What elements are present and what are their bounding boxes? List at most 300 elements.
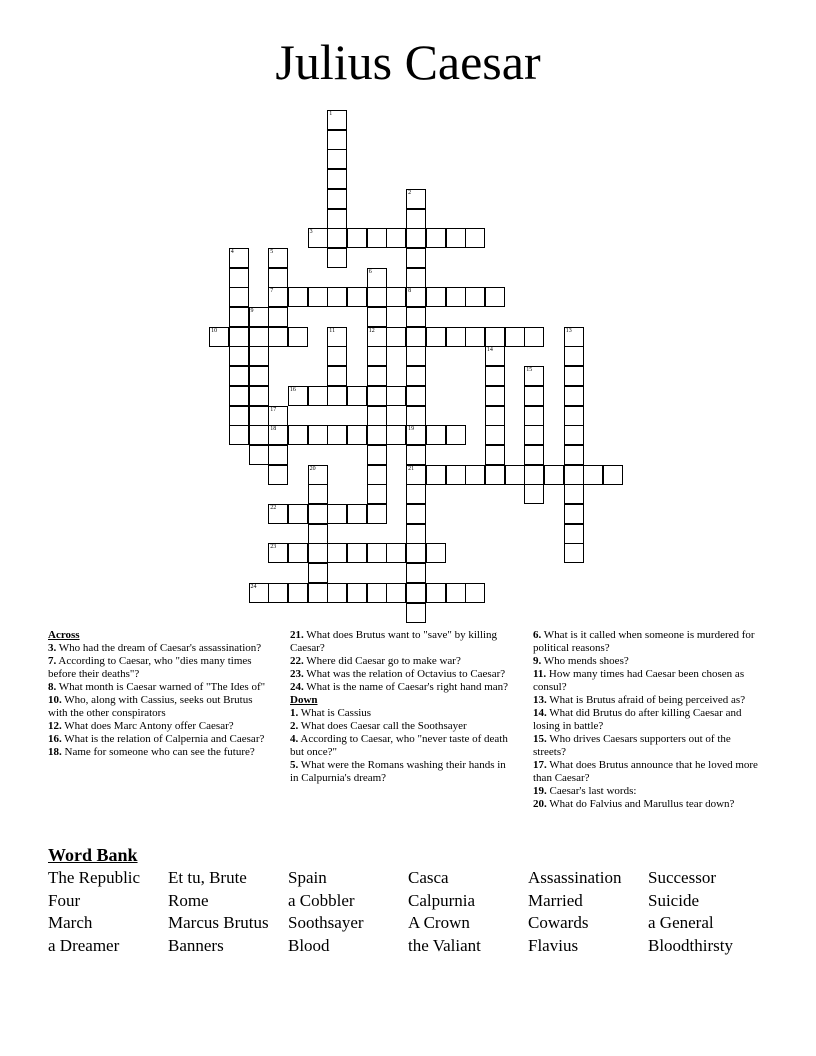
clue-number: 20. xyxy=(533,798,547,810)
crossword-cell[interactable] xyxy=(308,425,328,445)
clue-number: 12. xyxy=(48,720,62,732)
crossword-cell[interactable] xyxy=(564,504,584,524)
crossword-cell[interactable] xyxy=(465,287,485,307)
crossword-cell[interactable] xyxy=(327,386,347,406)
crossword-cell[interactable] xyxy=(564,386,584,406)
clue-number: 15. xyxy=(533,733,547,745)
across-clue xyxy=(290,655,515,668)
crossword-cell[interactable] xyxy=(308,543,328,563)
crossword-cell[interactable] xyxy=(249,445,269,465)
crossword-cell[interactable] xyxy=(406,209,426,229)
down-clue xyxy=(290,759,515,785)
crossword-cell[interactable] xyxy=(367,445,387,465)
crossword-cell[interactable] xyxy=(406,228,426,248)
across-clue xyxy=(48,694,270,720)
crossword-cell[interactable] xyxy=(327,130,347,150)
crossword-cell[interactable] xyxy=(327,110,347,130)
word-bank-item: a Cobbler xyxy=(288,890,355,910)
across-clue-list xyxy=(48,642,270,759)
crossword-cell[interactable] xyxy=(485,366,505,386)
crossword-cell[interactable] xyxy=(308,386,328,406)
cell-number: 20 xyxy=(309,465,316,472)
clue-number: 24. xyxy=(290,681,304,693)
cell-number: 19 xyxy=(408,426,415,433)
word-bank-item: Bloodthirsty xyxy=(648,936,734,956)
crossword-cell[interactable] xyxy=(347,386,367,406)
down-clue xyxy=(533,785,761,798)
crossword-cell[interactable] xyxy=(268,327,288,347)
crossword-cell[interactable] xyxy=(367,287,387,307)
crossword-cell[interactable] xyxy=(268,307,288,327)
crossword-cell[interactable] xyxy=(446,327,466,347)
crossword-cell[interactable] xyxy=(367,228,387,248)
across-clue xyxy=(48,681,270,694)
word-bank-item: Four xyxy=(48,890,81,910)
crossword-cell[interactable] xyxy=(268,543,288,563)
crossword-cell[interactable] xyxy=(426,543,446,563)
crossword-cell[interactable] xyxy=(347,228,367,248)
crossword-cell[interactable] xyxy=(229,366,249,386)
crossword-cell[interactable] xyxy=(229,307,249,327)
crossword-cell[interactable] xyxy=(446,583,466,603)
down-heading: Down xyxy=(290,694,318,706)
word-bank-item: Blood xyxy=(288,936,330,956)
clue-number: 10. xyxy=(48,694,62,706)
crossword-cell[interactable] xyxy=(406,524,426,544)
word-bank-item: a General xyxy=(648,913,714,933)
crossword-cell[interactable] xyxy=(406,543,426,563)
down-clue xyxy=(533,759,761,785)
crossword-cell[interactable] xyxy=(367,366,387,386)
crossword-cell[interactable] xyxy=(426,287,446,307)
word-bank-item: Soothsayer xyxy=(288,913,364,933)
word-bank-item: Rome xyxy=(168,890,209,910)
crossword-cell[interactable] xyxy=(268,268,288,288)
crossword-cell[interactable] xyxy=(406,346,426,366)
clue-text: Who mends shoes? xyxy=(541,655,629,667)
across-clue xyxy=(48,733,270,746)
clue-text: Who, along with Cassius, seeks out Brutus with the other conspirators xyxy=(48,694,253,719)
crossword-cell[interactable] xyxy=(564,406,584,426)
crossword-cell[interactable] xyxy=(564,366,584,386)
cell-number: 11 xyxy=(329,327,336,334)
crossword-cell[interactable] xyxy=(288,543,308,563)
crossword-cell[interactable] xyxy=(268,425,288,445)
across-clue xyxy=(48,720,270,733)
crossword-cell[interactable] xyxy=(406,189,426,209)
crossword-cell[interactable] xyxy=(446,465,466,485)
clue-text: What is it called when someone is murdered for political reasons? xyxy=(533,629,755,654)
clue-text: What is the relation of Calpernia and Caesar? xyxy=(61,733,265,745)
crossword-cell[interactable] xyxy=(327,327,347,347)
word-bank-item: Married xyxy=(528,890,583,910)
crossword-cell[interactable] xyxy=(386,543,406,563)
word-bank-item: Et tu, Brute xyxy=(168,868,247,887)
crossword-cell[interactable] xyxy=(406,287,426,307)
cell-number: 1 xyxy=(329,111,333,117)
clue-number: 7. xyxy=(48,655,57,667)
crossword-cell[interactable] xyxy=(327,504,347,524)
crossword-cell[interactable] xyxy=(367,268,387,288)
crossword-cell[interactable] xyxy=(406,504,426,524)
clue-text: What does Marc Antony offer Caesar? xyxy=(61,720,234,732)
crossword-cell[interactable] xyxy=(367,406,387,426)
crossword-cell[interactable] xyxy=(367,543,387,563)
clue-number: 6. xyxy=(533,629,542,641)
cell-number: 13 xyxy=(565,327,572,334)
crossword-cell[interactable] xyxy=(386,583,406,603)
crossword-cell[interactable] xyxy=(268,287,288,307)
crossword-cell[interactable] xyxy=(465,465,485,485)
crossword-cell[interactable] xyxy=(564,445,584,465)
clue-number: 5. xyxy=(290,759,299,771)
crossword-cell[interactable] xyxy=(229,248,249,268)
crossword-cell[interactable] xyxy=(524,327,544,347)
crossword-cell[interactable] xyxy=(426,327,446,347)
crossword-cell[interactable] xyxy=(347,287,367,307)
crossword-cell[interactable] xyxy=(327,228,347,248)
clue-text: What do Falvius and Marullus tear down? xyxy=(546,798,735,810)
crossword-cell[interactable] xyxy=(288,327,308,347)
crossword-cell[interactable] xyxy=(268,406,288,426)
crossword-cell[interactable] xyxy=(288,425,308,445)
crossword-cell[interactable] xyxy=(367,504,387,524)
crossword-cell[interactable] xyxy=(308,287,328,307)
crossword-cell[interactable] xyxy=(209,327,229,347)
clue-text: According to Caesar, who "never taste of death but once?" xyxy=(290,733,508,758)
crossword-cell[interactable] xyxy=(386,327,406,347)
clue-text: Name for someone who can see the future? xyxy=(61,746,255,758)
clue-number: 16. xyxy=(48,733,62,745)
clue-text: Caesar's last words: xyxy=(546,785,637,797)
crossword-cell[interactable] xyxy=(229,386,249,406)
word-bank-item: Flavius xyxy=(528,936,579,956)
crossword-cell[interactable] xyxy=(327,209,347,229)
crossword-cell[interactable] xyxy=(485,327,505,347)
crossword-cell[interactable] xyxy=(367,484,387,504)
crossword-cell[interactable] xyxy=(446,228,466,248)
word-bank-item: Assassination xyxy=(528,868,622,887)
crossword-cell[interactable] xyxy=(229,425,249,445)
crossword-cell[interactable] xyxy=(268,504,288,524)
crossword-cell[interactable] xyxy=(485,386,505,406)
cell-number: 9 xyxy=(250,308,254,314)
crossword-cell[interactable] xyxy=(406,386,426,406)
crossword-cell[interactable] xyxy=(524,465,544,485)
clue-text: What was the relation of Octavius to Caesar? xyxy=(303,668,506,680)
word-bank-item: The Republic xyxy=(48,868,141,887)
clue-text: What does Brutus announce that he loved more than Caesar? xyxy=(533,759,758,784)
crossword-cell[interactable] xyxy=(308,524,328,544)
cell-number: 14 xyxy=(486,347,493,354)
crossword-cell[interactable] xyxy=(446,425,466,445)
crossword-cell[interactable] xyxy=(485,406,505,426)
down-clue xyxy=(533,694,761,707)
crossword-cell[interactable] xyxy=(367,465,387,485)
clue-number: 19. xyxy=(533,785,547,797)
down-clue xyxy=(533,707,761,733)
crossword-cell[interactable] xyxy=(406,248,426,268)
crossword-cell[interactable] xyxy=(564,327,584,347)
down-clue xyxy=(533,798,761,811)
cell-number: 18 xyxy=(270,426,277,433)
crossword-cell[interactable] xyxy=(485,287,505,307)
crossword-cell[interactable] xyxy=(465,228,485,248)
crossword-cell[interactable] xyxy=(308,465,328,485)
crossword-cell[interactable] xyxy=(367,327,387,347)
word-bank xyxy=(48,867,788,958)
clue-text: Where did Caesar go to make war? xyxy=(303,655,461,667)
cell-number: 17 xyxy=(270,406,277,413)
crossword-cell[interactable] xyxy=(249,583,269,603)
clue-number: 11. xyxy=(533,668,547,680)
clue-text: What does Brutus want to "save" by killing Caesar? xyxy=(290,629,498,654)
word-bank-item: Suicide xyxy=(648,890,699,910)
crossword-cell[interactable] xyxy=(524,484,544,504)
crossword-cell[interactable] xyxy=(249,406,269,426)
crossword-cell[interactable] xyxy=(426,583,446,603)
across-clue xyxy=(48,642,270,655)
crossword-cell[interactable] xyxy=(229,406,249,426)
crossword-cell[interactable] xyxy=(229,346,249,366)
crossword-cell[interactable] xyxy=(524,425,544,445)
word-bank-item: Spain xyxy=(288,868,327,887)
crossword-cell[interactable] xyxy=(564,484,584,504)
clue-number: 18. xyxy=(48,746,62,758)
crossword-cell[interactable] xyxy=(505,327,525,347)
crossword-cell[interactable] xyxy=(406,563,426,583)
crossword-cell[interactable] xyxy=(485,465,505,485)
crossword-cell[interactable] xyxy=(446,287,466,307)
crossword-cell[interactable] xyxy=(564,425,584,445)
cell-number: 22 xyxy=(270,505,277,511)
crossword-cell[interactable] xyxy=(268,465,288,485)
crossword-cell[interactable] xyxy=(406,307,426,327)
word-bank-item: Successor xyxy=(648,868,716,887)
across-heading: Across xyxy=(48,629,80,641)
crossword-cell[interactable] xyxy=(308,563,328,583)
crossword-cell[interactable] xyxy=(367,346,387,366)
cell-number: 15 xyxy=(526,367,533,374)
crossword-cell[interactable] xyxy=(347,504,367,524)
crossword-cell[interactable] xyxy=(524,386,544,406)
clue-text: What is the name of Caesar's right hand man? xyxy=(303,681,509,693)
crossword-cell[interactable] xyxy=(327,583,347,603)
crossword-cell[interactable] xyxy=(465,583,485,603)
word-bank-item: the Valiant xyxy=(408,936,481,956)
crossword-cell[interactable] xyxy=(327,248,347,268)
crossword-cell[interactable] xyxy=(288,504,308,524)
across-clue xyxy=(48,746,270,759)
crossword-cell[interactable] xyxy=(327,543,347,563)
crossword-cell[interactable] xyxy=(426,228,446,248)
clue-number: 4. xyxy=(290,733,299,745)
crossword-cell[interactable] xyxy=(249,386,269,406)
crossword-cell[interactable] xyxy=(564,465,584,485)
crossword-cell[interactable] xyxy=(406,465,426,485)
crossword-cell[interactable] xyxy=(367,583,387,603)
clue-number: 17. xyxy=(533,759,547,771)
cell-number: 3 xyxy=(309,229,313,236)
crossword-cell[interactable] xyxy=(564,346,584,366)
crossword-cell[interactable] xyxy=(327,189,347,209)
word-bank-item: Cowards xyxy=(528,913,589,933)
clue-number: 22. xyxy=(290,655,304,667)
crossword-cell[interactable] xyxy=(386,386,406,406)
clue-column-2 xyxy=(290,629,515,785)
crossword-cell[interactable] xyxy=(367,386,387,406)
word-bank-item: Marcus Brutus xyxy=(168,913,269,933)
clue-text: What were the Romans washing their hands in in Calpurnia's dream? xyxy=(290,759,506,784)
crossword-cell[interactable] xyxy=(386,287,406,307)
across-clue xyxy=(290,681,515,694)
crossword-cell[interactable] xyxy=(229,327,249,347)
down-clue xyxy=(290,707,515,720)
crossword-cell[interactable] xyxy=(406,406,426,426)
crossword-cell[interactable] xyxy=(229,268,249,288)
crossword-cell[interactable] xyxy=(249,366,269,386)
down-clue xyxy=(533,733,761,759)
crossword-cell[interactable] xyxy=(465,327,485,347)
across-clue xyxy=(290,629,515,655)
crossword-cell[interactable] xyxy=(268,248,288,268)
down-clue xyxy=(290,720,515,733)
crossword-cell[interactable] xyxy=(524,366,544,386)
cell-number: 24 xyxy=(250,583,257,590)
crossword-cell[interactable] xyxy=(583,465,603,485)
crossword-cell[interactable] xyxy=(327,346,347,366)
cell-number: 2 xyxy=(408,189,412,196)
down-clue xyxy=(290,733,515,759)
clue-number: 23. xyxy=(290,668,304,680)
crossword-cell[interactable] xyxy=(485,346,505,366)
crossword-cell[interactable] xyxy=(406,445,426,465)
clue-number: 3. xyxy=(48,642,57,654)
crossword-cell[interactable] xyxy=(406,603,426,623)
cell-number: 5 xyxy=(270,248,274,255)
down-clue xyxy=(533,668,761,694)
cell-number: 4 xyxy=(230,248,234,255)
crossword-cell[interactable] xyxy=(288,386,308,406)
crossword-cell[interactable] xyxy=(268,583,288,603)
crossword-cell[interactable] xyxy=(229,287,249,307)
cell-number: 16 xyxy=(289,386,296,393)
crossword-cell[interactable] xyxy=(426,425,446,445)
clue-number: 1. xyxy=(290,707,299,719)
clue-text: What does Caesar call the Soothsayer xyxy=(298,720,467,732)
cell-number: 8 xyxy=(408,288,412,295)
clue-number: 14. xyxy=(533,707,547,719)
clue-text: What is Cassius xyxy=(298,707,372,719)
crossword-cell[interactable] xyxy=(327,287,347,307)
clue-text: Who drives Caesars supporters out of the streets? xyxy=(533,733,731,758)
word-bank-item: Banners xyxy=(168,936,224,956)
crossword-cell[interactable] xyxy=(249,307,269,327)
crossword-cell[interactable] xyxy=(564,524,584,544)
clue-text: Who had the dream of Caesar's assassination? xyxy=(56,642,262,654)
crossword-cell[interactable] xyxy=(347,543,367,563)
crossword-cell[interactable] xyxy=(406,484,426,504)
crossword-cell[interactable] xyxy=(426,465,446,485)
cell-number: 6 xyxy=(368,268,372,275)
clue-number: 13. xyxy=(533,694,547,706)
crossword-cell[interactable] xyxy=(386,228,406,248)
crossword-cell[interactable] xyxy=(327,169,347,189)
word-bank-item: A Crown xyxy=(408,913,470,933)
clue-number: 2. xyxy=(290,720,299,732)
cell-number: 12 xyxy=(368,327,375,334)
crossword-cell[interactable] xyxy=(564,543,584,563)
crossword-cell[interactable] xyxy=(524,406,544,426)
crossword-cell[interactable] xyxy=(308,228,328,248)
clue-text: What did Brutus do after killing Caesar and losing in battle? xyxy=(533,707,742,732)
crossword-cell[interactable] xyxy=(288,287,308,307)
clue-column-3 xyxy=(533,629,761,811)
crossword-cell[interactable] xyxy=(268,445,288,465)
crossword-cell[interactable] xyxy=(249,327,269,347)
crossword-cell[interactable] xyxy=(406,327,426,347)
clue-text: How many times had Caesar been chosen as consul? xyxy=(533,668,745,693)
clue-text: According to Caesar, who "dies many times before their deaths"? xyxy=(48,655,252,680)
crossword-cell[interactable] xyxy=(406,268,426,288)
crossword-cell[interactable] xyxy=(544,465,564,485)
crossword-cell[interactable] xyxy=(485,445,505,465)
down-clue xyxy=(533,655,761,668)
cell-number: 21 xyxy=(408,465,415,472)
crossword-cell[interactable] xyxy=(249,425,269,445)
crossword-cell[interactable] xyxy=(308,583,328,603)
crossword-cell[interactable] xyxy=(327,149,347,169)
cell-number: 10 xyxy=(211,327,218,334)
crossword-cell[interactable] xyxy=(347,425,367,445)
crossword-cell[interactable] xyxy=(327,425,347,445)
crossword-cell[interactable] xyxy=(327,366,347,386)
crossword-cell[interactable] xyxy=(386,425,406,445)
clue-number: 8. xyxy=(48,681,57,693)
puzzle-title: Julius Caesar xyxy=(275,34,541,90)
crossword-cell[interactable] xyxy=(406,425,426,445)
cell-number: 7 xyxy=(270,288,274,295)
crossword-cell[interactable] xyxy=(288,583,308,603)
across-clue xyxy=(48,655,270,681)
crossword-cell[interactable] xyxy=(347,583,367,603)
crossword-cell[interactable] xyxy=(367,425,387,445)
crossword-cell[interactable] xyxy=(603,465,623,485)
clue-text: What month is Caesar warned of "The Ides of" xyxy=(56,681,266,693)
word-bank-item: Casca xyxy=(408,868,449,887)
clue-number: 9. xyxy=(533,655,542,667)
crossword-cell[interactable] xyxy=(308,504,328,524)
crossword-cell[interactable] xyxy=(505,465,525,485)
clue-number: 21. xyxy=(290,629,304,641)
down-clue xyxy=(533,629,761,655)
word-bank-item: March xyxy=(48,913,93,933)
word-bank-heading: Word Bank xyxy=(48,845,138,865)
crossword-cell[interactable] xyxy=(367,307,387,327)
across-clue xyxy=(290,668,515,681)
crossword-cell[interactable] xyxy=(524,445,544,465)
clue-column-1 xyxy=(48,629,270,759)
word-bank-item: a Dreamer xyxy=(48,936,120,956)
crossword-cell[interactable] xyxy=(249,346,269,366)
crossword-cell[interactable] xyxy=(406,583,426,603)
across-clue-list-continued xyxy=(290,629,515,694)
cell-number: 23 xyxy=(270,544,277,551)
word-bank-item: Calpurnia xyxy=(408,890,476,910)
crossword-cell[interactable] xyxy=(406,366,426,386)
crossword-cell[interactable] xyxy=(308,484,328,504)
crossword-cell[interactable] xyxy=(485,425,505,445)
